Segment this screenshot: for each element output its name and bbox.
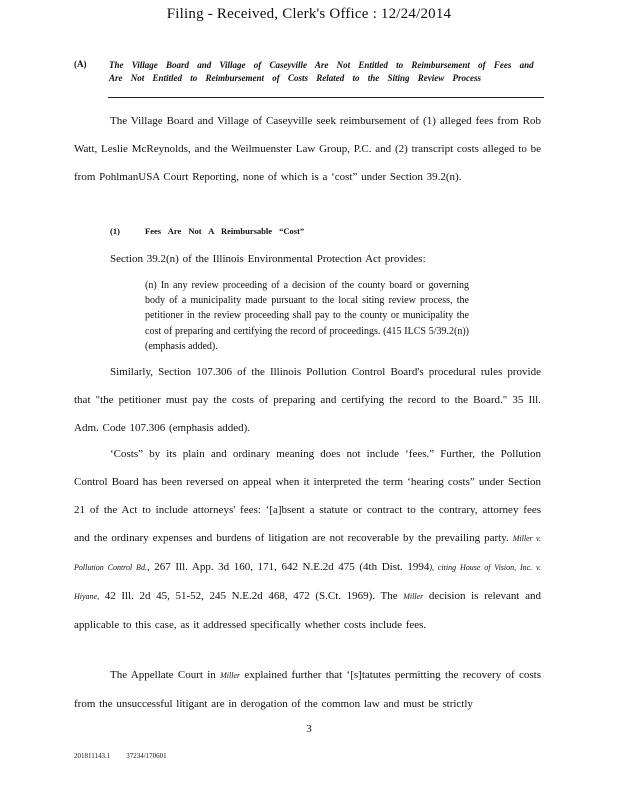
- filing-stamp: Filing - Received, Clerk's Office : 12/24/2014: [166, 6, 452, 22]
- page-number: 3: [306, 723, 312, 735]
- para4-text-4: decision is relevant and applicable to this case, as it addressed specifically whether costs include fees.: [74, 590, 541, 631]
- footer-file-number: 37234/170601: [126, 752, 167, 760]
- subheading-text: Fees Are Not A Reimbursable “Cost”: [145, 226, 305, 236]
- document-footer: [74, 752, 167, 760]
- block-quote: (n) In any review proceeding of a decision of the county board or governing body of a municipality made pursuant to the local siting review process, the petitioner in the review proceeding shall pay to the county or municipality the cost of preparing and certifying the record of proceedings. (415 ILCS 5/39.2(n))(emphasis added).: [145, 280, 469, 352]
- paragraph-procedural-rules: Similarly, Section 107.306 of the Illinois Pollution Control Board's procedural rules provide that "the petitioner must pay the costs of preparing and certifying the record to the Board." 35 Ill. Adm. Code 107.306 (emphasis added).: [74, 366, 541, 434]
- paragraph-statute-intro: Section 39.2(n) of the Illinois Environmental Protection Act provides:: [110, 253, 426, 265]
- para4-text-3: 42 Ill. 2d 45, 51-52, 245 N.E.2d 468, 472 (S.Ct. 1969). The: [99, 590, 404, 602]
- case-name-miller-2: Miller: [220, 671, 241, 680]
- section-heading-text: The Village Board and Village of Caseyville Are Not Entitled to Reimbursement of Fees and Are Not Entitled to Reimbursement of Costs Related to the Siting Review Process: [109, 60, 534, 83]
- para4-text-1: ‘Costs” by its plain and ordinary meaning does not include ‘fees.” Further, the Pollution Control Board has been reversed on appeal when it interpreted the term ‘hearing costs” under Section 21 of the Act to include attorneys' fees: ‘[a]bsent a statute or contract to the contrary, attorney fees and the ordinary expenses and burdens of litigation are not recoverable by the prevailing party.: [74, 448, 541, 544]
- footer-doc-id: 201811143.1: [74, 752, 111, 760]
- para5-text-1: The Appellate Court in: [110, 669, 221, 681]
- heading-underline: [108, 97, 544, 98]
- para5-text-2: explained further that ‘[s]tatutes permitting the recovery of costs from the unsuccessful litigant are in derogation of the common law and must be strictly: [74, 669, 541, 710]
- subheading-number: (1): [110, 226, 120, 236]
- case-name-miller: Miller: [403, 592, 424, 601]
- para4-text-2: , 267 Ill. App. 3d 160, 171, 642 N.E.2d 475 (4th Dist. 1994: [146, 561, 430, 573]
- paragraph-intro: The Village Board and Village of Caseyville seek reimbursement of (1) alleged fees from Rob Watt, Leslie McReynolds, and the Weilmuenster Law Group, P.C. and (2) transcript costs alleged to be from PohlmanUSA Court Reporting, none of which is a ‘cost” under Section 39.2(n).: [74, 115, 541, 183]
- case-citation-house-of-vision: ), citing House of Vision, Inc. v. Hiyane,: [74, 563, 541, 601]
- section-heading-label: (A): [74, 59, 87, 69]
- case-citation-miller: Miller v. Pollution Control Bd.: [74, 534, 541, 572]
- paragraph-costs-meaning: [74, 440, 541, 639]
- paragraph-appellate-court: [74, 661, 541, 718]
